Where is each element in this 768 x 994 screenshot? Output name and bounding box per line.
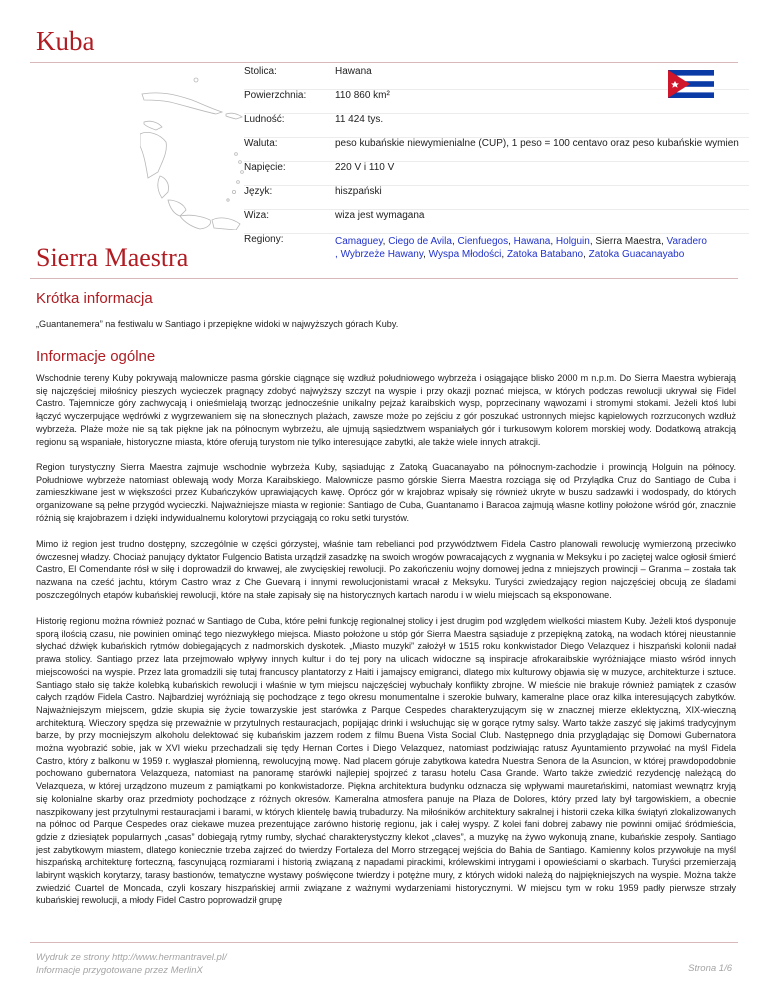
fact-label: Wiza: xyxy=(244,210,335,234)
fact-label: Napięcie: xyxy=(244,162,335,186)
fact-value: 11 424 tys. xyxy=(335,114,749,138)
fact-label: Powierzchnia: xyxy=(244,90,335,114)
region-link[interactable]: Ciego de Avila xyxy=(388,236,452,247)
region-link[interactable]: Zatoka Guacanayabo xyxy=(588,249,685,260)
footer-divider xyxy=(30,942,738,943)
region-link[interactable]: Holguin xyxy=(555,236,590,247)
fact-row xyxy=(244,186,749,210)
region-link[interactable]: Varadero xyxy=(666,236,707,247)
fact-value: hiszpański xyxy=(335,186,749,210)
title-divider xyxy=(30,62,738,63)
fact-label: Język: xyxy=(244,186,335,210)
region-title: Sierra Maestra xyxy=(36,243,189,272)
general-paragraph: Wschodnie tereny Kuby pokrywają malownicze pasma górskie ciągnące się wzdłuż południowego wybrzeża i osiągające blisko 2000 m n.p.m. Do Sierra Maestra wybierają się najczęściej miłośnicy pieszych wycieczek pragnący zdobyć najwyższy szczyt na wyspie i przy okazji poznać miejsca, w których podczas rewolucji ukrywał się Fidel Castro. Tajemnicze góry zachwycają i onieśmielają tworząc jednocześnie unikalny pejzaż karaibskich wysp, poprzecinany wąwozami i stromymi stokami. Jeżeli ktoś lubi łączyć wyczerpujące wędrówki z wygrzewaniem się na słonecznych plażach, zawsze może po zejściu z gór poszukać ustronnych miejsc kąpielowych rozrzuconych wzdłuż wybrzeża. Plaże może nie są tak piękne jak na północnym wybrzeżu, ale ujmują sąsiedztwem wspaniałych gór i turkusowym kolorem morskiej wody. Dodatkową atrakcją regionu są wspaniałe, historyczne miasta, które oferują turystom nie tylko interesujące zabytki, ale także wiele innych atrakcji. xyxy=(36,373,736,447)
caribbean-map-icon xyxy=(140,64,250,230)
fact-row xyxy=(244,114,749,138)
region-link[interactable]: Wyspa Młodości xyxy=(428,249,502,260)
footer-source xyxy=(36,951,227,977)
fact-row xyxy=(244,210,749,234)
fact-row xyxy=(244,234,749,266)
page-title: Kuba xyxy=(36,26,95,56)
fact-value: Hawana xyxy=(335,66,749,90)
fact-value: 220 V i 110 V xyxy=(335,162,749,186)
short-info-text: „Guantanemera” na festiwalu w Santiago i przepiękne widoki w najwyższych górach Kuby. xyxy=(36,319,399,329)
regions-list: Camaguey, Ciego de Avila, Cienfuegos, Hawana, Holguin, Sierra Maestra, Varadero , Wybrzeże Hawany, Wyspa Młodości, Zatoka Batabano, Zatoka Guacanayabo xyxy=(335,236,707,260)
region-link[interactable]: Hawana xyxy=(513,236,551,247)
fact-label: Stolica: xyxy=(244,66,335,90)
general-paragraph: Historię regionu można również poznać w Santiago de Cuba, które pełni funkcję regionalnej stolicy i jest drugim pod względem wielkości miastem Kuby. Jeżeli ktoś dysponuje sporą ilością czasu, nie powinien ominąć tego niezwykłego miejsca. Miasto położone u stóp gór Sierra Maestra sąsiaduje z przepiękną zatoką, na wodach której nieustannie słychać dźwięk kubańskich rytmów dobiegających z nadmorskich dyskotek. „Miasto muzyki” założył w 1515 roku konkwistador Diego Velazquez i hiszpański kolonii nadał prawa stolicy. Santiago przez lata przejmowało wpływy innych kultur i do tej pory na ulicach widoczne są inspiracje afrokaraibskie wyróżniające miasto wśród innych miejscowości na wyspie. Przez lata gromadzili się tutaj francuscy plantatorzy z Haiti i jamajscy emigranci, dlatego mix kulturowy objawia się w muzyce, architekturze i sztuce. Santiago stało się także kolebką kubańskich rewolucji i właśnie w tym miejscu najczęściej wybuchały konflikty zbrojne. W mieście nie brakuje również pamiątek z czasów całych rządów Fidela Castro. Najbardziej wyróżniają się pochodzące z tego okresu monumentalne i szerokie bulwary, kameralne place oraz kilka interesujących zabytków. Najważniejszym miejscem, gdzie skupia się życie towarzyskie jest starówka z Parque Cespedes charakteryzującym się w znacznej mierze eklektyczną, XIX-wieczną architekturą. Wieczory spędza się przeważnie w przytulnych restauracjach, popijając drinki i wsłuchując się w gorące rytmy salsy. Warto także zaszyć się jakimś tradycyjnym barze, by przy mocniejszym alkoholu delektować się kubańskim jazzem rodem z filmu Buena Vista Social Club. Następnego dnia przyglądając się Domowi Gubernatora można wyobrazić sobie, jak w XVI wieku przechadzali się tędy Hernan Cortes i Diego Velazquez, natomiast podziwiając ratusz Ayuntamiento przywołać na myśl Fidela Castro, który z balkonu w 1959 r. wygłaszał płomienną, rewolucyjną mowę. Nad placem góruje zabytkowa katedra Nuestra Senora de la Asuncion, w której prawdopodobnie pochowano gubernatora Velazqueza, natomiast na panoramę starówki najlepiej spojrzeć z tarasu hotelu Casa Grande. Warto także zwiedzić rezydencję należącą do Velazqueza, w której urządzono muzeum z pamiątkami po konkwistadorze. Piękna architektura budynku odznacza się wpływami mauretańskimi, natomiast wewnątrz kryją się kolonialne skarby oraz przedmioty pochodzące z różnych okresów. Kameralna atmosfera panuje na Plaza de Dolores, który przed laty był targowiskiem, a obecnie naszpikowany jest przytulnymi restauracjami i barami, w których klientelę bawią trubadurzy. Na miłośników architektury sakralnej i historii czeka kilka świątyń zlokalizowanych na północ od Parque Cespedes oraz ciekawe muzea prezentujące zarówno historię regionu, jak i całej wyspy. Z kolei fani dobrej zabawy nie powinni omijać śródmieścia, gdzie z dziesiątek popularnych „casas” dobiegają rytmy rumby, słychać charakterystyczny klekot „claves”, a muzykę na żywo wykonują znane, kubańskie zespoły. Santiago jest zabytkowym miastem, dlatego koniecznie trzeba zajrzeć do twierdzy Fortaleza del Morro strzegącej wejścia do Bahia de Santiago. Kamienny kolos przywołuje na myśl hiszpańską architekturę forteczną, fascynującą rozmiarami i historią związaną z napadami pirackimi, królewskimi intrygami i opowieściami o skarbach. Turyści przemierzają labirynt wąskich korytarzy, tarasy bastionów, tematyczne wystawy poświęcone twierdzy i potężne mury, z których widoki należą do najpiękniejszych na wyspie. Można także zwiedzić Cuartel de Moncada, czyli koszary hiszpańskiej armii związane z ważnymi wydarzeniami historycznymi. W miejscu tym w roku 1959 padły pierwsze strzały kubańskiej rewolucji, a młody Fidel Castro poprowadził grupę xyxy=(36,616,736,906)
region-link[interactable]: Zatoka Batabano xyxy=(506,249,584,260)
cuba-flag-icon xyxy=(668,70,714,98)
fact-label: Waluta: xyxy=(244,138,335,162)
fact-row xyxy=(244,138,749,162)
footer-url: Wydruk ze strony http://www.hermantravel.pl/ xyxy=(36,952,227,963)
fact-label: Regiony: xyxy=(244,234,284,245)
general-paragraph: Mimo iż region jest trudno dostępny, szczególnie w części górzystej, właśnie tam rebelianci pod przywództwem Fidela Castro planowali rewolucję wymierzoną przeciwko ówczesnej władzy. Chociaż panujący dyktator Fulgencio Batista urządził zasadzkę na swoich wrogów powracających z wygnania w Meksyku i po zaciętej walce ogłosił śmierć Castro, El Comendante rósł w siłę i doprowadził do krwawej, ale zwycięskiej rewolucji. Po zakończeniu wojny domowej jedna z mniejszych prowincji – Granma – została tak nazwana na cześć jachtu, którym Castro wraz z Che Guevarą i innymi rewolucjonistami wracał z Meksyku. Turyści zwiedzający region najczęściej obcują ze śladami poszczególnych etapów kubańskiej rewolucji, które na stałe zapisały się na historycznych kartach narodu i w wielu miejscach są eksponowane. xyxy=(36,539,736,600)
region-link[interactable]: Cienfuegos xyxy=(457,236,509,247)
short-info-heading: Krótka informacja xyxy=(36,290,153,307)
fact-label: Ludność: xyxy=(244,114,335,138)
general-paragraph: Region turystyczny Sierra Maestra zajmuje wschodnie wybrzeża Kuby, sąsiadując z Zatoką Guacanayabo na północnym-zachodzie i prowincją Holguin na północy. Południowe wybrzeże natomiast oblewają wody Morza Karaibskiego. Malownicze pasmo górskie Sierra Maestra rozciąga się od Przylądka Cruz do Santiago de Cuba i zamieszkiwane jest w większości przez Kubańczyków uprawiających kawę. Oprócz gór w krajobraz wpisały się również ukryte w buszu sadzawki i wodospady, do których organizowane są pełne przygód wycieczki. Najważniejsze miasta w regionie: Santiago de Cuba, Guantanamo i Baracoa zajmują własne kotliny położone wśród gór, znacznie różnią się krajobrazem i dzięki indywidualnemu kolorytowi przyciągają co roku setki turystów. xyxy=(36,462,736,523)
fact-value: 110 860 km² xyxy=(335,90,749,114)
region-current: Sierra Maestra xyxy=(595,236,661,247)
page-number: Strona 1/6 xyxy=(688,963,732,974)
footer-provider: Informacje przygotowane przez MerlinX xyxy=(36,965,203,976)
fact-row xyxy=(244,162,749,186)
general-info-heading: Informacje ogólne xyxy=(36,348,156,365)
fact-value: wiza jest wymagana xyxy=(335,210,749,234)
region-link[interactable]: Camaguey xyxy=(335,236,383,247)
region-divider xyxy=(30,278,738,279)
fact-value: peso kubańskie niewymienialne (CUP), 1 peso = 100 centavo oraz peso kubańskie wymien xyxy=(335,138,749,162)
region-link[interactable]: Wybrzeże Hawany xyxy=(340,249,424,260)
